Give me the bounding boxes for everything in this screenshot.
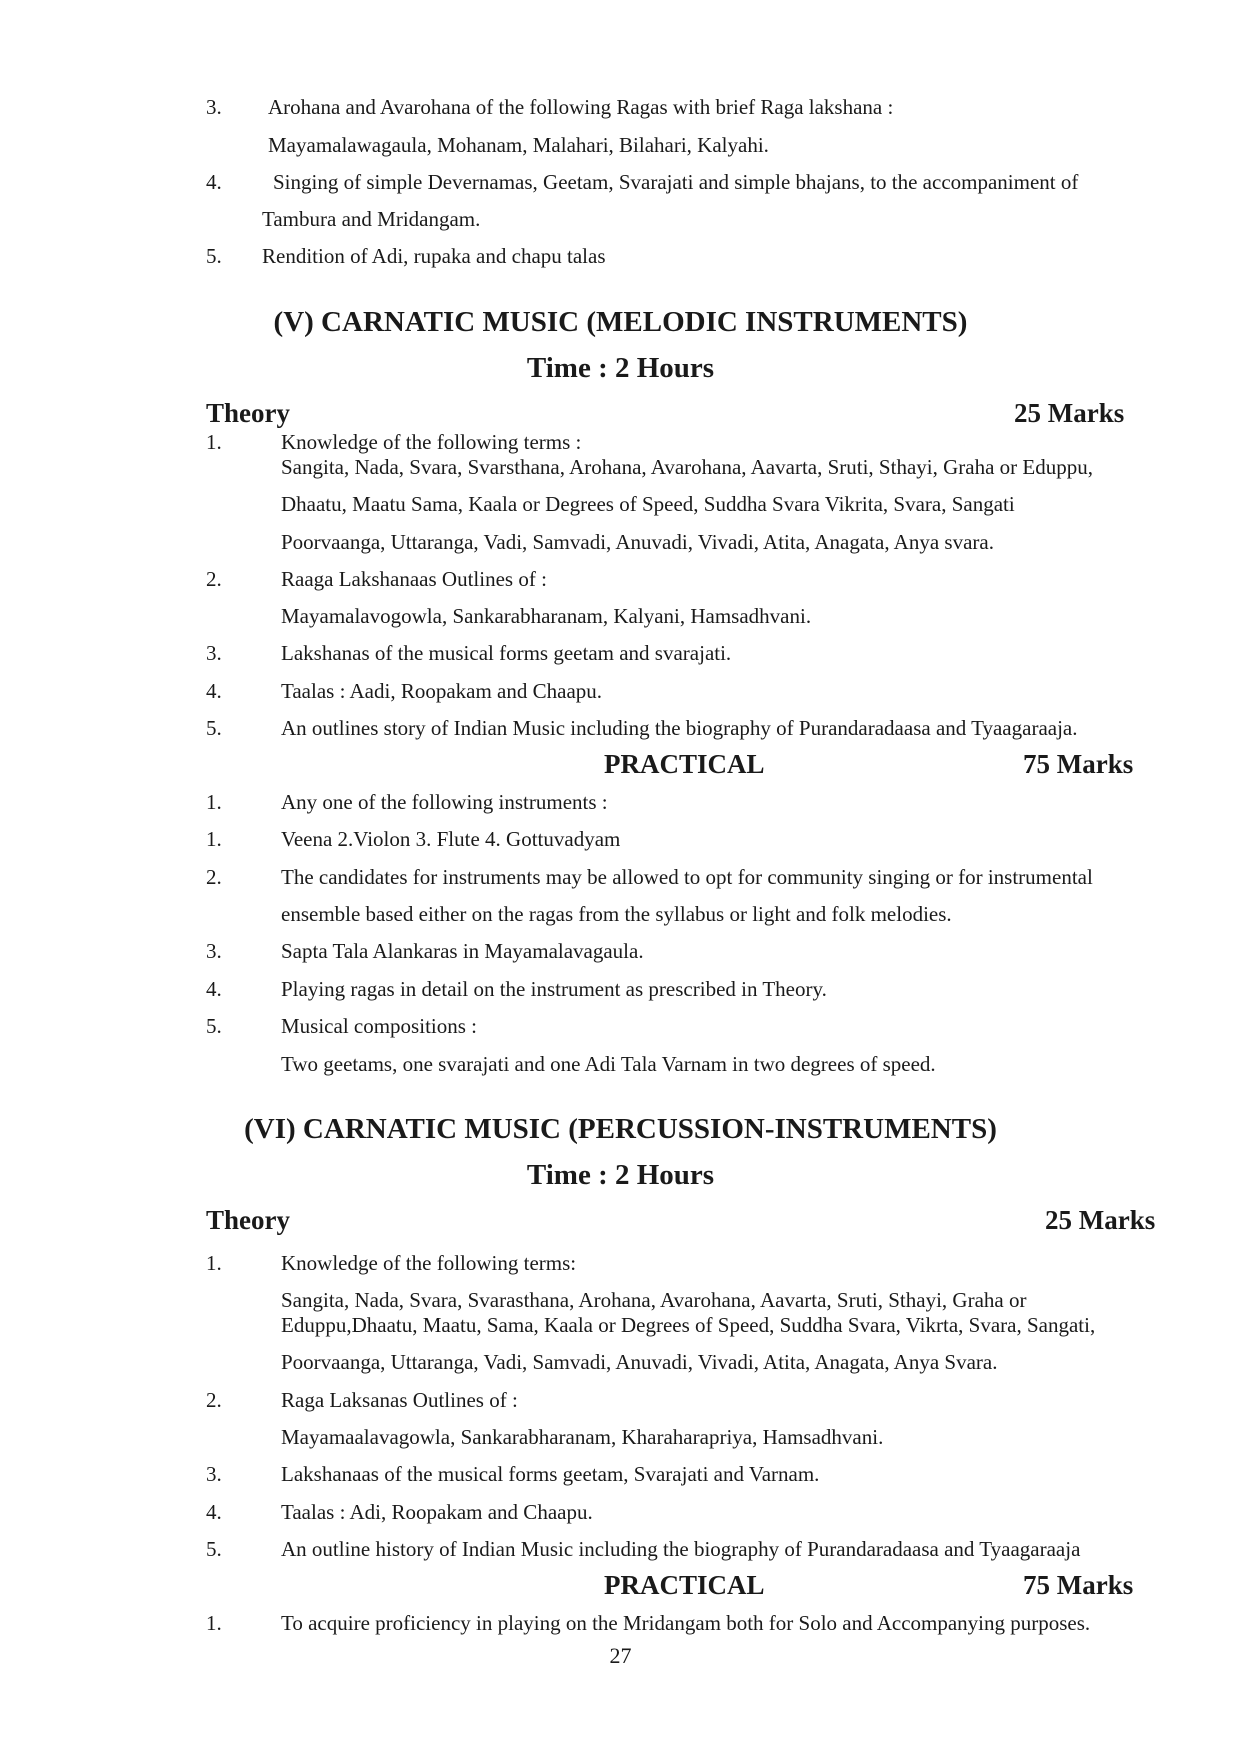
section-v-practical-marks: 75 Marks: [1023, 749, 1134, 779]
section-vi-practical-heading: PRACTICAL: [604, 1570, 765, 1600]
list-number: 1.: [206, 430, 222, 454]
list-item-text: Knowledge of the following terms:: [281, 1251, 577, 1275]
list-item-text: Eduppu,Dhaatu, Maatu, Sama, Kaala or Degrees of Speed, Suddha Svara, Vikrta, Svara, Sangati,: [281, 1313, 1096, 1337]
list-item-text: Rendition of Adi, rupaka and chapu talas: [262, 244, 606, 268]
list-item-text: An outline history of Indian Music including the biography of Purandaradaasa and Tyaagaraaja: [281, 1537, 1081, 1561]
list-item-text: Two geetams, one svarajati and one Adi Tala Varnam in two degrees of speed.: [281, 1052, 936, 1076]
list-item-text: Poorvaanga, Uttaranga, Vadi, Samvadi, Anuvadi, Vivadi, Atita, Anagata, Anya Svara.: [281, 1350, 998, 1374]
list-item-text: Dhaatu, Maatu Sama, Kaala or Degrees of Speed, Suddha Svara Vikrita, Svara, Sangati: [281, 492, 1015, 516]
list-number: 1.: [206, 1251, 222, 1275]
section-v-theory-marks: 25 Marks: [1014, 398, 1125, 428]
page-number: 27: [609, 1643, 632, 1668]
list-item-text: Veena 2.Violon 3. Flute 4. Gottuvadyam: [281, 827, 621, 851]
section-v-title: (V) CARNATIC MUSIC (MELODIC INSTRUMENTS): [273, 306, 968, 338]
list-number: 3.: [206, 1462, 222, 1486]
list-item-text: The candidates for instruments may be allowed to opt for community singing or for instrumental: [281, 865, 1093, 889]
list-item-text: Knowledge of the following terms :: [281, 430, 582, 454]
list-item-text: Musical compositions :: [281, 1014, 477, 1038]
list-number: 2.: [206, 865, 222, 889]
list-number: 5.: [206, 244, 222, 268]
list-number: 4.: [206, 679, 222, 703]
list-item-text: Taalas : Aadi, Roopakam and Chaapu.: [281, 679, 603, 703]
list-item-text: Lakshanaas of the musical forms geetam, Svarajati and Varnam.: [281, 1462, 820, 1486]
list-item-text: Mayamalavogowla, Sankarabharanam, Kalyani, Hamsadhvani.: [281, 604, 812, 628]
section-vi-theory-heading: Theory: [206, 1205, 290, 1235]
list-number: 1.: [206, 827, 222, 851]
list-number: 5.: [206, 1537, 222, 1561]
section-v-theory-heading: Theory: [206, 398, 290, 428]
section-v-time: Time : 2 Hours: [526, 352, 715, 384]
list-number: 2.: [206, 1388, 222, 1412]
list-item-text: Playing ragas in detail on the instrument as prescribed in Theory.: [281, 977, 827, 1001]
section-v-practical-heading: PRACTICAL: [604, 749, 765, 779]
list-item-text: Mayamalawagaula, Mohanam, Malahari, Bilahari, Kalyahi.: [268, 133, 769, 157]
section-vi-time: Time : 2 Hours: [526, 1159, 715, 1191]
list-item-text: Tambura and Mridangam.: [262, 207, 481, 231]
list-number: 4.: [206, 977, 222, 1001]
section-vi-practical-marks: 75 Marks: [1023, 1570, 1134, 1600]
list-number: 5.: [206, 716, 222, 740]
list-item-text: Poorvaanga, Uttaranga, Vadi, Samvadi, Anuvadi, Vivadi, Atita, Anagata, Anya svara.: [281, 530, 994, 554]
list-item-text: To acquire proficiency in playing on the Mridangam both for Solo and Accompanying purposes.: [281, 1611, 1091, 1635]
list-number: 4.: [206, 170, 222, 194]
list-number: 3.: [206, 939, 222, 963]
list-item-text: Arohana and Avarohana of the following Ragas with brief Raga lakshana :: [268, 95, 894, 119]
list-number: 4.: [206, 1500, 222, 1524]
list-item-text: Any one of the following instruments :: [281, 790, 608, 814]
list-number: 3.: [206, 641, 222, 665]
list-item-text: Mayamaalavagowla, Sankarabharanam, Kharaharapriya, Hamsadhvani.: [281, 1425, 884, 1449]
list-number: 2.: [206, 567, 222, 591]
section-vi-title: (VI) CARNATIC MUSIC (PERCUSSION-INSTRUMENTS): [244, 1113, 997, 1145]
list-item-text: An outlines story of Indian Music including the biography of Purandaradaasa and Tyaagaraaja.: [281, 716, 1078, 740]
list-item-text: Raaga Lakshanaas Outlines of :: [281, 567, 547, 591]
list-item-text: ensemble based either on the ragas from the syllabus or light and folk melodies.: [281, 902, 952, 926]
list-item-text: Sapta Tala Alankaras in Mayamalavagaula.: [281, 939, 644, 963]
list-item-text: Sangita, Nada, Svara, Svarasthana, Arohana, Avarohana, Aavarta, Sruti, Sthayi, Graha or: [281, 1288, 1027, 1312]
list-item-text: Taalas : Adi, Roopakam and Chaapu.: [281, 1500, 593, 1524]
list-item-text: Lakshanas of the musical forms geetam and svarajati.: [281, 641, 732, 665]
list-item-text: Raga Laksanas Outlines of :: [281, 1388, 518, 1412]
list-item-text: Singing of simple Devernamas, Geetam, Svarajati and simple bhajans, to the accompaniment of: [273, 170, 1079, 194]
list-number: 3.: [206, 95, 222, 119]
list-number: 5.: [206, 1014, 222, 1038]
list-item-text: Sangita, Nada, Svara, Svarsthana, Arohana, Avarohana, Aavarta, Sruti, Sthayi, Graha or Eduppu,: [281, 455, 1093, 479]
list-number: 1.: [206, 790, 222, 814]
section-vi-theory-marks: 25 Marks: [1045, 1205, 1156, 1235]
list-number: 1.: [206, 1611, 222, 1635]
